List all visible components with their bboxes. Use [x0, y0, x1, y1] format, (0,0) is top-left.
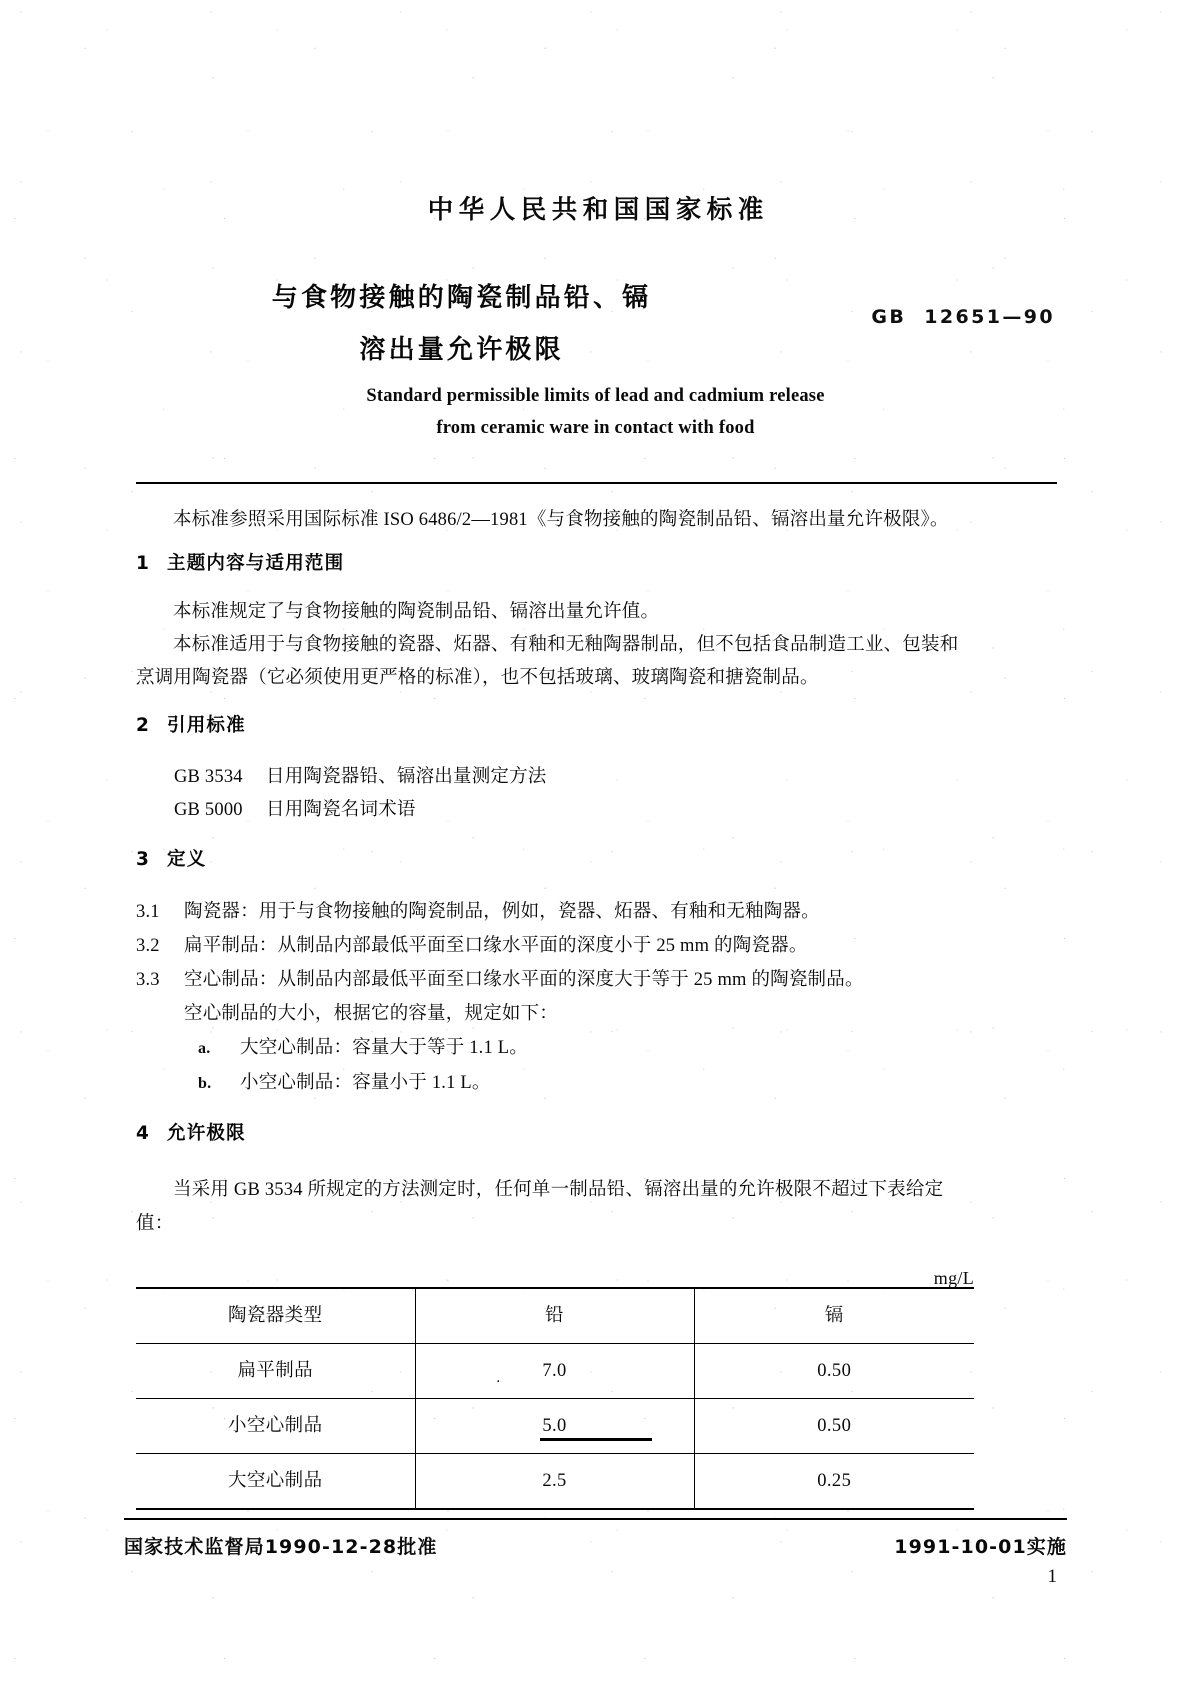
page-title: [150, 272, 770, 376]
english-title: [0, 380, 1191, 444]
english-title-line-1: Standard permissible limits of lead and cadmium release: [366, 386, 825, 406]
section-4-paragraph-1: 当采用 GB 3534 所规定的方法测定时，任何单一制品铅、镉溶出量的允许极限不超过下表给定值：: [136, 1180, 944, 1234]
page-title-line-1: 与食物接触的陶瓷制品铅、镉: [271, 283, 652, 313]
table-cell-cadmium: 0.50: [694, 1344, 974, 1399]
subitem-label: a.: [198, 1040, 211, 1057]
masthead: [0, 196, 1191, 224]
definition-item: [136, 963, 974, 997]
reference-item: [136, 794, 974, 827]
section-heading-1: [136, 549, 974, 579]
definition-text: 陶瓷器：用于与食物接触的陶瓷制品，例如，瓷器、炻器、有釉和无釉陶器。: [184, 902, 820, 922]
table-header-cell-cadmium: 镉: [694, 1288, 974, 1344]
table-cell-lead: 2.5: [415, 1454, 694, 1510]
definition-number: 3.2: [136, 936, 160, 956]
section-3-title: 定义: [167, 849, 207, 870]
table-row: [136, 1344, 974, 1399]
title-block: [0, 272, 1191, 372]
footer-divider-rule: [124, 1518, 1067, 1520]
table-unit-label: mg/L: [933, 1268, 974, 1288]
definition-continuation: 空心制品的大小，根据它的容量，规定如下：: [184, 1004, 559, 1024]
reference-code: GB 3534: [174, 767, 243, 787]
reference-name: 日用陶瓷器铅、镉溶出量测定方法: [266, 767, 547, 787]
section-4-title: 允许极限: [167, 1123, 246, 1144]
table-row: [136, 1454, 974, 1510]
table-cell-lead: 5.0: [415, 1399, 694, 1454]
definition-item: [136, 929, 974, 963]
table-header-cell-lead: 铅: [415, 1288, 694, 1344]
section-2-number: 2: [136, 715, 151, 736]
section-heading-2: [136, 711, 974, 741]
reference-name: 日用陶瓷名词术语: [266, 800, 416, 820]
section-1-paragraph-2: 本标准适用于与食物接触的瓷器、炻器、有釉和无釉陶器制品，但不包括食品制造工业、包装和烹调用陶瓷器（它必须使用更严格的标准），也不包括玻璃、玻璃陶瓷和搪瓷制品。: [136, 635, 959, 688]
intro-paragraph: 本标准参照采用国际标准 ISO 6486/2—1981《与食物接触的陶瓷制品铅、镉溶出量允许极限》。: [173, 510, 949, 530]
reference-item: [136, 761, 974, 794]
subitem-label: b.: [198, 1075, 212, 1092]
definition-number: 3.3: [136, 970, 160, 990]
header-divider-rule: [136, 482, 1057, 484]
reference-code: GB 5000: [174, 800, 243, 820]
subitem-text: 大空心制品：容量大于等于 1.1 L。: [240, 1038, 528, 1058]
subitem-text: 小空心制品：容量小于 1.1 L。: [240, 1073, 491, 1093]
standard-number: GB 12651—90: [871, 306, 1055, 328]
section-separator-rule: [540, 1438, 652, 1441]
document-body: [136, 503, 974, 1510]
table-row: [136, 1399, 974, 1454]
definition-text: 空心制品：从制品内部最低平面至口缘水平面的深度大于等于 25 mm 的陶瓷制品。: [184, 970, 864, 990]
table-cell-cadmium: 0.25: [694, 1454, 974, 1510]
table-cell-cadmium: 0.50: [694, 1399, 974, 1454]
table-cell-type: 大空心制品: [136, 1454, 415, 1510]
table-cell-lead-value: 7.0: [542, 1360, 567, 1381]
page-footer: [124, 1532, 1067, 1559]
implementation-text: 1991-10-01实施: [894, 1536, 1067, 1558]
section-1-number: 1: [136, 553, 151, 574]
table-cell-type: 扁平制品: [136, 1344, 415, 1399]
definition-number: 3.1: [136, 902, 160, 922]
page-number: 1: [1047, 1566, 1057, 1587]
approval-text: 国家技术监督局1990-12-28批准: [124, 1536, 438, 1558]
section-heading-3: [136, 845, 974, 875]
definition-subitem: [136, 1031, 974, 1066]
section-1-title: 主题内容与适用范围: [167, 553, 345, 574]
section-heading-4: [136, 1119, 974, 1149]
table-header-row: [136, 1288, 974, 1344]
page-title-line-2: 溶出量允许极限: [359, 335, 564, 365]
section-4-number: 4: [136, 1123, 151, 1144]
english-title-line-2: from ceramic ware in contact with food: [436, 418, 755, 438]
definition-text: 扁平制品：从制品内部最低平面至口缘水平面的深度小于 25 mm 的陶瓷器。: [184, 936, 808, 956]
definition-item: [136, 895, 974, 929]
definition-subitem: [136, 1066, 974, 1101]
table-cell-type: 小空心制品: [136, 1399, 415, 1454]
section-3-number: 3: [136, 849, 151, 870]
table-header-cell-type: 陶瓷器类型: [136, 1288, 415, 1344]
section-2-title: 引用标准: [167, 715, 246, 736]
limits-table: [136, 1287, 974, 1510]
limits-table-wrapper: [136, 1261, 974, 1510]
national-standard-title: 中华人民共和国国家标准: [427, 195, 769, 225]
table-cell-lead: . 7.0: [415, 1344, 694, 1399]
section-1-paragraph-1: 本标准规定了与食物接触的陶瓷制品铅、镉溶出量允许值。: [173, 602, 660, 622]
